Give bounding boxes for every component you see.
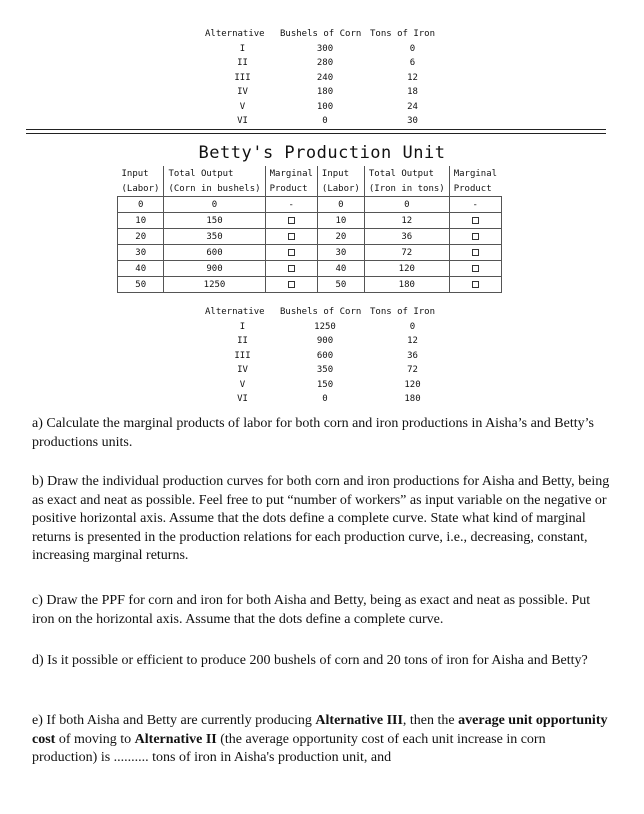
divider-line: [26, 129, 606, 130]
table-header-row: [118, 181, 502, 197]
alternatives-header: [205, 27, 455, 42]
iron-value: 36: [407, 350, 418, 361]
answer-box-icon[interactable]: [472, 265, 479, 272]
answer-box-icon[interactable]: [288, 281, 295, 288]
iron-value: 72: [407, 365, 418, 375]
alternative-row: [205, 114, 455, 129]
alternative-label: III: [234, 350, 251, 361]
question-e-bold: Alternative II: [134, 731, 217, 747]
question-e: [32, 712, 612, 768]
table-cell: 30: [317, 245, 364, 261]
question-a-text: a) Calculate the marginal products of labor for both corn and iron productions in Aisha’s and Betty’s productions units.: [32, 416, 594, 450]
alternative-row: [205, 320, 455, 335]
header-cell: (Iron in tons): [364, 181, 449, 197]
question-d: [32, 652, 612, 671]
answer-box-icon[interactable]: [472, 281, 479, 288]
divider-line: [26, 133, 606, 134]
iron-value: 180: [404, 394, 421, 404]
page-title: Betty's Production Unit: [198, 143, 446, 163]
question-e-part: , then the: [402, 713, 459, 728]
table-cell: 0: [364, 197, 449, 213]
alternative-row: [205, 71, 455, 86]
question-a: [32, 415, 612, 452]
question-b-text: b) Draw the individual production curves for both corn and iron productions for Aisha and Betty, being as exact and neat as possible. Feel free to put “number of workers” as input variable on the negative or positive horizontal axis. Assume that the dots define a complete curve. State what kind of marginal returns is presented in the production relations for each production curve, i.e., decreasing, constant, increasing marginal returns.: [32, 474, 610, 563]
betty-alternatives-table: [205, 305, 455, 407]
table-cell: 900: [164, 261, 265, 277]
iron-value: 12: [407, 72, 418, 83]
header-corn: Bushels of Corn: [280, 29, 362, 39]
table-row: [118, 277, 502, 293]
answer-box-icon[interactable]: [472, 249, 479, 256]
iron-value: 12: [407, 336, 418, 346]
table-cell: -: [265, 197, 317, 213]
header-cell: (Corn in bushels): [164, 181, 265, 197]
table-row: [118, 245, 502, 261]
corn-value: 1250: [314, 321, 336, 332]
table-cell: 36: [364, 229, 449, 245]
question-c: [32, 592, 612, 629]
question-b: [32, 473, 612, 566]
table-cell[interactable]: [449, 261, 501, 277]
table-cell: 180: [364, 277, 449, 293]
answer-box-icon[interactable]: [288, 233, 295, 240]
corn-value: 900: [316, 336, 334, 346]
header-cell: Input: [317, 166, 364, 181]
table-cell: 50: [317, 277, 364, 293]
alternative-row: [205, 363, 455, 378]
question-d-text: d) Is it possible or efficient to produce 200 bushels of corn and 20 tons of iron for Aisha and Betty?: [32, 653, 588, 668]
iron-value: 18: [407, 87, 418, 97]
answer-box-icon[interactable]: [288, 249, 295, 256]
answer-box-icon[interactable]: [472, 233, 479, 240]
table-cell[interactable]: [449, 277, 501, 293]
header-cell: Input: [121, 168, 149, 179]
alternative-label: V: [239, 379, 246, 390]
answer-box-icon[interactable]: [472, 217, 479, 224]
aisha-alternatives-table: [205, 27, 455, 129]
header-corn: Bushels of Corn: [280, 307, 362, 317]
corn-value: 240: [316, 72, 334, 83]
alternative-label: I: [239, 321, 246, 332]
question-e-text: [32, 712, 612, 768]
table-row: [118, 229, 502, 245]
table-header-row: [118, 166, 502, 181]
header-cell: Product: [449, 181, 501, 197]
table-cell[interactable]: [265, 213, 317, 229]
alternatives-header: [205, 305, 455, 320]
header-alternative: Alternative: [205, 29, 265, 39]
header-alternative: Alternative: [205, 307, 265, 317]
alternative-label: VI: [237, 394, 248, 404]
header-cell: Total Output: [164, 166, 265, 181]
header-cell: (Labor): [317, 181, 364, 197]
alternative-label: IV: [237, 365, 248, 375]
alternative-row: [205, 392, 455, 407]
header-cell: (Labor): [121, 183, 160, 194]
header-iron: Tons of Iron: [370, 307, 436, 317]
iron-value: 30: [407, 116, 418, 126]
table-cell[interactable]: [449, 213, 501, 229]
table-cell: 30: [118, 245, 164, 261]
alternative-row: [205, 334, 455, 349]
table-cell[interactable]: [449, 229, 501, 245]
table-cell: 72: [364, 245, 449, 261]
corn-value: 300: [316, 43, 334, 54]
table-cell: -: [449, 197, 501, 213]
table-cell[interactable]: [449, 245, 501, 261]
table-cell: 40: [317, 261, 364, 277]
corn-value: 0: [322, 394, 328, 404]
iron-value: 0: [409, 43, 416, 54]
alternative-row: [205, 349, 455, 364]
table-row: [118, 261, 502, 277]
table-cell: 1250: [164, 277, 265, 293]
corn-value: 280: [316, 58, 334, 68]
table-cell: 150: [164, 213, 265, 229]
table-row: [118, 197, 502, 213]
alternative-row: [205, 100, 455, 115]
header-iron: Tons of Iron: [370, 29, 436, 39]
question-e-part: (the average opportunity cost of each unit increase in corn production) is .......... tons of iron in Aisha's production unit, and: [32, 731, 546, 765]
table-cell: 0: [317, 197, 364, 213]
corn-value: 600: [316, 350, 334, 361]
table-cell: 0: [118, 197, 164, 213]
betty-production-table: [117, 166, 502, 293]
table-cell: 50: [118, 277, 164, 293]
table-cell: 20: [317, 229, 364, 245]
table-cell: 120: [364, 261, 449, 277]
table-cell: 40: [118, 261, 164, 277]
header-cell: Product: [265, 181, 317, 197]
corn-value: 150: [316, 379, 334, 390]
alternative-label: II: [237, 58, 248, 68]
question-e-part: of moving to: [55, 731, 135, 747]
alternative-label: IV: [237, 87, 248, 97]
alternative-row: [205, 56, 455, 71]
corn-value: 100: [316, 101, 334, 112]
alternative-label: III: [234, 72, 251, 83]
table-row: [118, 213, 502, 229]
alternative-row: [205, 85, 455, 100]
table-cell: 0: [164, 197, 265, 213]
question-c-text: c) Draw the PPF for corn and iron for both Aisha and Betty, being as exact and neat as possible. Put iron on the horizontal axis. Assume that the dots define a complete curve.: [32, 593, 591, 627]
iron-value: 24: [407, 101, 418, 112]
corn-value: 0: [322, 116, 328, 126]
table-cell: 350: [164, 229, 265, 245]
alternative-row: [205, 42, 455, 57]
iron-value: 120: [404, 379, 421, 390]
answer-box-icon[interactable]: [288, 265, 295, 272]
corn-value: 180: [316, 87, 334, 97]
table-cell[interactable]: [265, 277, 317, 293]
header-cell: Marginal: [449, 166, 501, 181]
iron-value: 0: [409, 321, 416, 332]
question-e-bold: Alternative III: [315, 713, 403, 728]
iron-value: 6: [409, 58, 416, 68]
table-cell: 10: [317, 213, 364, 229]
header-cell: Marginal: [265, 166, 317, 181]
header-cell: Total Output: [364, 166, 449, 181]
table-cell[interactable]: [265, 245, 317, 261]
table-cell: 12: [364, 213, 449, 229]
alternative-label: I: [239, 43, 246, 54]
question-e-part: e) If both Aisha and Betty are currently producing: [32, 713, 316, 728]
answer-box-icon[interactable]: [288, 217, 295, 224]
corn-value: 350: [316, 365, 334, 375]
alternative-label: V: [239, 101, 246, 112]
alternative-row: [205, 378, 455, 393]
alternative-label: II: [237, 336, 248, 346]
table-cell: 10: [118, 213, 164, 229]
table-cell[interactable]: [265, 261, 317, 277]
table-cell: 20: [118, 229, 164, 245]
alternative-label: VI: [237, 116, 248, 126]
table-cell: 600: [164, 245, 265, 261]
question-e-bold: average unit opportunity cost: [32, 713, 608, 747]
table-cell[interactable]: [265, 229, 317, 245]
